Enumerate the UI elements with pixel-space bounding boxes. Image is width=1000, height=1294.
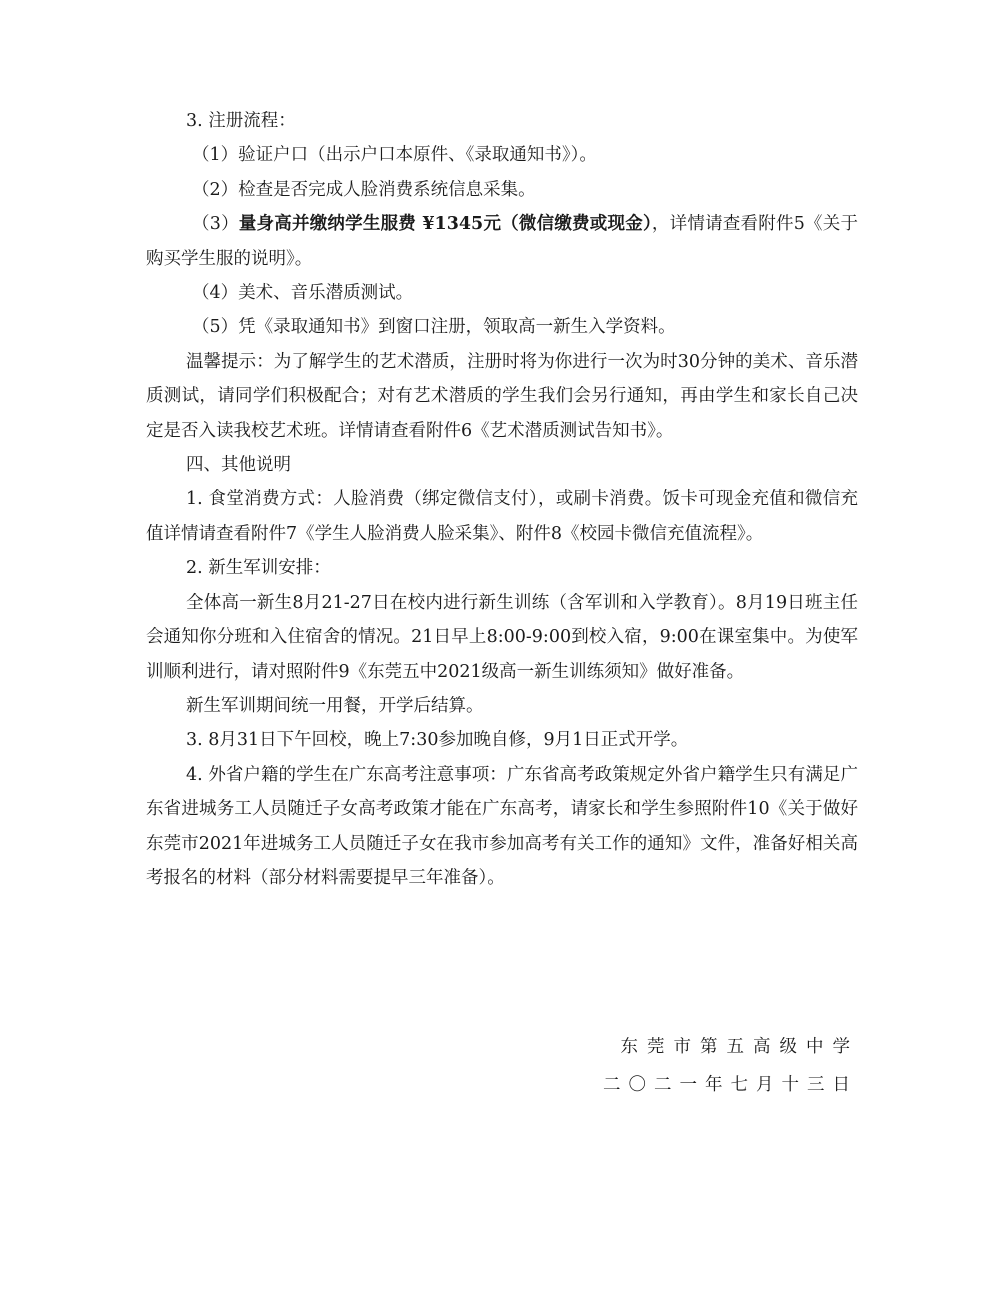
registration-heading: 3. 注册流程： (186, 111, 296, 131)
registration-step-4: （4）美术、音乐潜质测试。 (192, 283, 414, 304)
registration-step-3 (146, 207, 858, 276)
registration-step-1: （1）验证户口（出示户口本原件、《录取通知书》）。 (192, 145, 597, 166)
step-3-rest: ，详情请查看附件5《关于购买学生服的说明》。 (146, 214, 858, 269)
uniform-fee-text: 量身高并缴纳学生服费 ¥1345元（微信缴费或现金） (238, 214, 652, 235)
school-name: 东莞市第五高级中学 (620, 1037, 859, 1057)
signature-block (603, 1028, 859, 1104)
registration-step-2: （2）检查是否完成人脸消费系统信息采集。 (192, 179, 536, 200)
out-of-province-exam-note: 4. 外省户籍的学生在广东高考注意事项：广东省高考政策规定外省户籍学生只有满足广东省进城务工人员随迁子女高考政策才能在广东高考，请家长和学生参照附件10《关于做好东莞市2021年进城务工人员随迁子女在我市参加高考有关工作的通知》文件，准备好相关高考报名的材料（部分材料需要提早三年准备）。 (146, 764, 858, 888)
step-3-prefix: （3） (192, 214, 239, 235)
registration-step-5: （5）凭《录取通知书》到窗口注册，领取高一新生入学资料。 (192, 317, 676, 338)
canteen-payment-note: 1. 食堂消费方式：人脸消费（绑定微信支付），或刷卡消费。饭卡可现金充值和微信充值详情请查看附件7《学生人脸消费人脸采集》、附件8《校园卡微信充值流程》。 (146, 489, 858, 544)
military-training-meals: 新生军训期间统一用餐，开学后结算。 (186, 695, 484, 716)
school-start-note: 3. 8月31日下午回校，晚上7:30参加晚自修，9月1日正式开学。 (186, 730, 689, 751)
art-test-tip: 温馨提示：为了解学生的艺术潜质，注册时将为你进行一次为时30分钟的美术、音乐潜质测试，请同学们积极配合；对有艺术潜质的学生我们会另行通知，再由学生和家长自己决定是否入读我校艺术班。详情请查看附件6《艺术潜质测试告知书》。 (146, 351, 858, 441)
document-body (146, 104, 858, 895)
military-training-schedule: 全体高一新生8月21-27日在校内进行新生训练（含军训和入学教育）。8月19日班主任会通知你分班和入住宿舍的情况。21日早上8:00-9:00到校入宿，9:00在课室集中。为使军训顺利进行，请对照附件9《东莞五中2021级高一新生训练须知》做好准备。 (146, 592, 858, 682)
other-notes-heading: 四、其他说明 (186, 455, 291, 476)
issue-date: 二〇二一年七月十三日 (603, 1075, 858, 1095)
military-training-heading: 2. 新生军训安排： (186, 558, 331, 579)
